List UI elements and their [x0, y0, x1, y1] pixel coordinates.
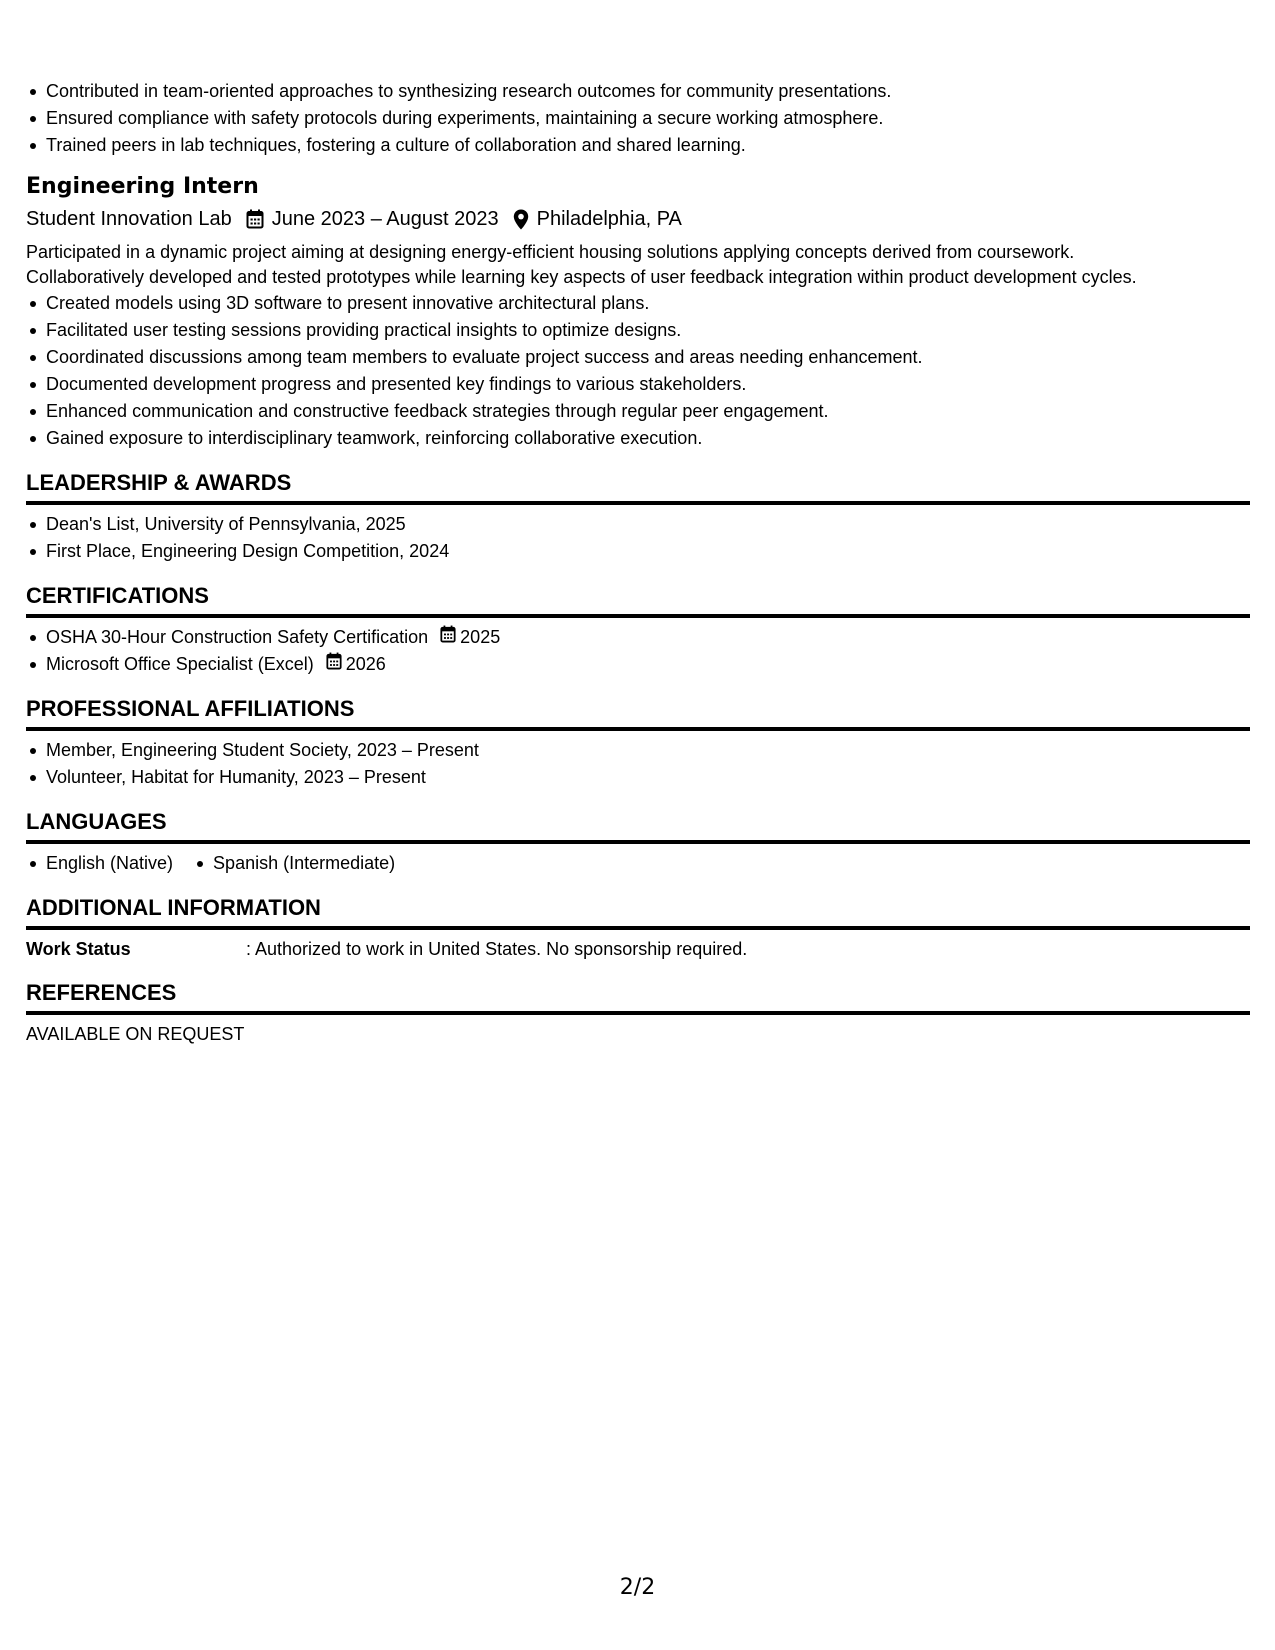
affiliations-section	[26, 694, 1250, 791]
list-item: First Place, Engineering Design Competition, 2024	[46, 538, 1250, 565]
list-item: Volunteer, Habitat for Humanity, 2023 – Present	[46, 764, 1250, 791]
job-description-line: Participated in a dynamic project aiming at designing energy-efficient housing solutions applying concepts derived from coursework.	[26, 242, 1075, 262]
certifications-section	[26, 581, 1250, 678]
calendar-icon	[246, 209, 264, 229]
list-item: Coordinated discussions among team members to evaluate project success and areas needing enhancement.	[46, 344, 1250, 371]
list-item: Trained peers in lab techniques, fostering a culture of collaboration and shared learning.	[46, 132, 1250, 159]
work-status-row	[26, 936, 1250, 962]
calendar-icon	[440, 625, 456, 643]
job-description-line: Collaboratively developed and tested prototypes while learning key aspects of user feedback integration within product development cycles.	[26, 267, 1137, 287]
calendar-icon	[326, 652, 342, 670]
certification-name: OSHA 30-Hour Construction Safety Certification	[46, 627, 429, 647]
list-item: Member, Engineering Student Society, 2023 – Present	[46, 737, 1250, 764]
list-item: Facilitated user testing sessions providing practical insights to optimize designs.	[46, 317, 1250, 344]
page-number: 2/2	[619, 1575, 656, 1600]
section-title: ADDITIONAL INFORMATION	[26, 893, 1250, 930]
resume-page	[26, 78, 1250, 1047]
list-item	[46, 651, 1250, 678]
job-bullets	[26, 290, 1250, 452]
work-status-value: : Authorized to work in United States. No sponsorship required.	[246, 939, 748, 959]
section-title: PROFESSIONAL AFFILIATIONS	[26, 694, 1250, 731]
certification-year: 2025	[460, 627, 501, 647]
list-item: Spanish (Intermediate)	[213, 850, 395, 877]
job-location: Philadelphia, PA	[536, 208, 682, 230]
leadership-section	[26, 468, 1250, 565]
list-item: Gained exposure to interdisciplinary teamwork, reinforcing collaborative execution.	[46, 425, 1250, 452]
previous-job-bullets	[26, 78, 1250, 159]
map-pin-icon	[513, 209, 529, 230]
work-status-label: Work Status	[26, 939, 131, 959]
list-item: Contributed in team-oriented approaches to synthesizing research outcomes for community presentations.	[46, 78, 1250, 105]
list-item: Dean's List, University of Pennsylvania, 2025	[46, 511, 1250, 538]
certification-year: 2026	[345, 654, 386, 674]
job-dates: June 2023 – August 2023	[271, 208, 499, 230]
section-title: CERTIFICATIONS	[26, 581, 1250, 618]
list-item: Ensured compliance with safety protocols during experiments, maintaining a secure working atmosphere.	[46, 105, 1250, 132]
languages-section	[26, 807, 1250, 877]
list-item: Created models using 3D software to present innovative architectural plans.	[46, 290, 1250, 317]
references-section	[26, 978, 1250, 1047]
references-text: AVAILABLE ON REQUEST	[26, 1024, 245, 1044]
section-title: LEADERSHIP & AWARDS	[26, 468, 1250, 505]
list-item: English (Native)	[46, 850, 173, 877]
job-title: Engineering Intern	[26, 174, 259, 199]
section-title: LANGUAGES	[26, 807, 1250, 844]
list-item: Enhanced communication and constructive feedback strategies through regular peer engagement.	[46, 398, 1250, 425]
list-item: Documented development progress and presented key findings to various stakeholders.	[46, 371, 1250, 398]
job-meta	[26, 204, 1250, 234]
additional-section	[26, 893, 1250, 962]
job-description	[26, 240, 1250, 290]
list-item	[46, 624, 1250, 651]
certification-name: Microsoft Office Specialist (Excel)	[46, 654, 314, 674]
section-title: REFERENCES	[26, 978, 1250, 1015]
job-company: Student Innovation Lab	[26, 208, 232, 230]
